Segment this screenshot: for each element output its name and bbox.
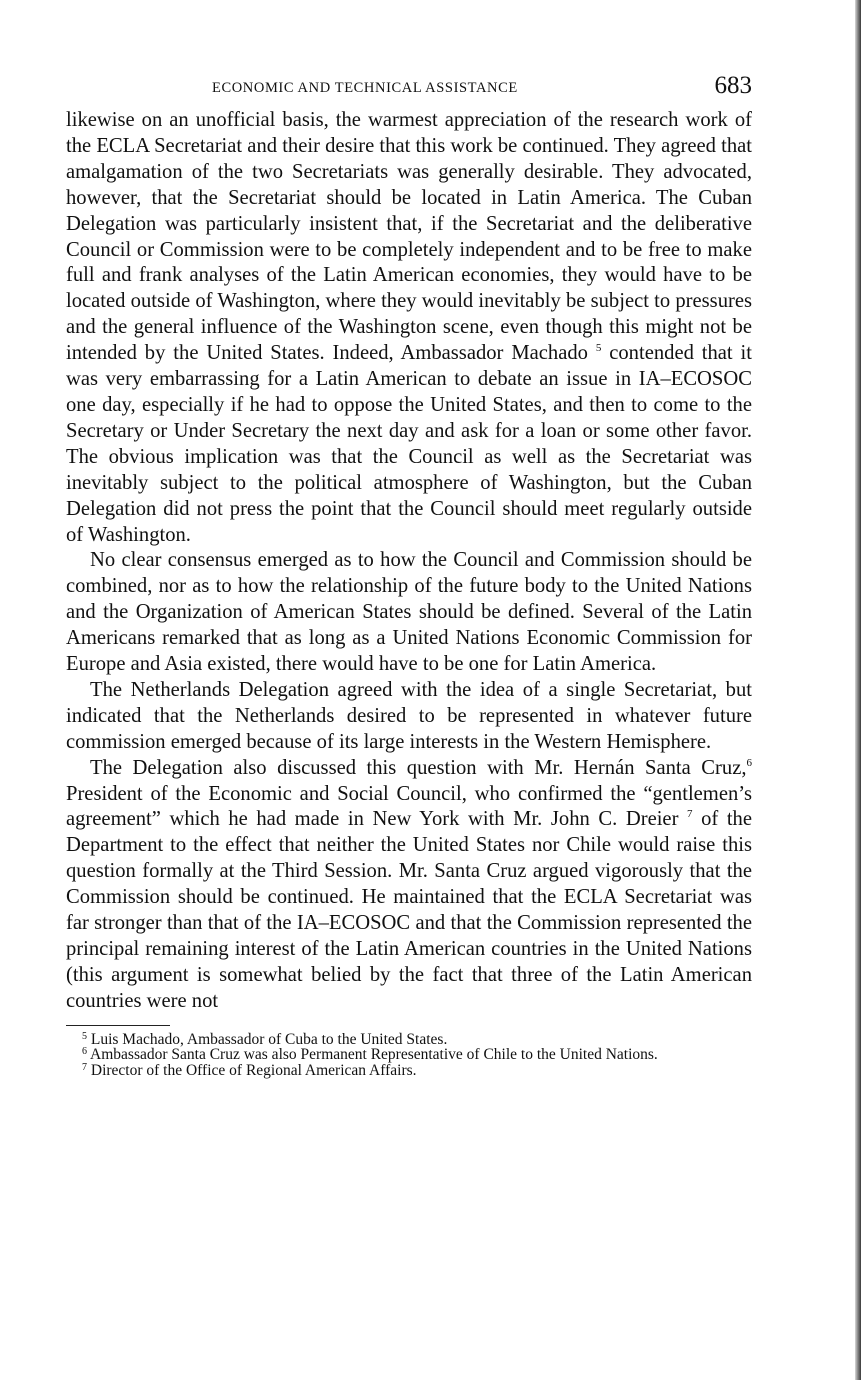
footnote-divider xyxy=(66,1025,170,1026)
paragraph-3: The Netherlands Delegation agreed with the idea of a single Secretariat, but indicated that the Netherlands desired to be represented in whatever future commission emerged because of its large interests in the Western Hemisphere. xyxy=(66,678,752,753)
paragraph-1 xyxy=(66,108,752,548)
footnote-5-text: Luis Machado, Ambassador of Cuba to the United States. xyxy=(90,1030,448,1048)
running-title: ECONOMIC AND TECHNICAL ASSISTANCE xyxy=(212,80,518,96)
paragraph-4-part-a: The Delegation also discussed this question with Mr. Hernán Santa Cruz, xyxy=(90,756,747,779)
footnote-ref-6: 6 xyxy=(746,756,752,769)
footnote-7-mark: 7 xyxy=(82,1061,87,1073)
footnote-7-text: Director of the Office of Regional American Affairs. xyxy=(90,1061,417,1079)
book-page xyxy=(66,72,752,1078)
paragraph-1-part-a: likewise on an unofficial basis, the warmest appreciation of the research work of the ECLA Secretariat and their desire that this work be continued. They agreed that amalgamation of the two Secretariats was generally desirable. They advocated, however, that the Secretariat should be located in Latin America. The Cuban Delegation was particularly insistent that, if the Secretariat and the deliberative Council or Commission were to be completely independent and to be free to make full and frank analyses of the Latin American economies, they would have to be located outside of Washington, where they would inevitably be subject to pressures and the general influence of the Washington scene, even though this might not be intended by the United States. Indeed, Ambassador Machado xyxy=(66,109,752,365)
footnote-5-mark: 5 xyxy=(82,1030,87,1042)
footnote-ref-5: 5 xyxy=(595,342,602,355)
page-number: 683 xyxy=(714,72,752,99)
footnote-6-mark: 6 xyxy=(82,1046,87,1058)
footnote-5 xyxy=(66,1032,752,1048)
body-text xyxy=(66,108,752,1015)
footnotes xyxy=(66,1032,752,1079)
running-head xyxy=(66,72,752,108)
paragraph-2: No clear consensus emerged as to how the Council and Commission should be combined, nor as to how the relationship of the future body to the United Nations and the Organization of American States should be defined. Several of the Latin Americans remarked that as long as a United Nations Economic Commission for Europe and Asia existed, there would have to be one for Latin America. xyxy=(66,549,752,676)
paragraph-4-part-c: of the Department to the effect that neither the United States nor Chile would raise this question formally at the Third Session. Mr. Santa Cruz argued vigorously that the Commission should be continued. He maintained that the ECLA Secretariat was far stronger than that of the IA–ECOSOC and that the Commission represented the principal remaining interest of the Latin American countries in the United Nations (this argument is somewhat belied by the fact that three of the Latin American countries were not xyxy=(66,808,752,1012)
paragraph-4-part-b: President of the Economic and Social Council, who confirmed the “gentlemen’s agreement” which he had made in New York with Mr. John C. Dreier xyxy=(66,782,752,831)
footnote-6 xyxy=(66,1047,752,1063)
paragraph-1-part-b: contended that it was very embarrassing for a Latin American to debate an issue in IA–ECOSOC one day, especially if he had to oppose the United States, and then to come to the Secretary or Under Secretary the next day and ask for a loan or some other favor. The obvious implication was that the Council as well as the Secretariat was inevitably subject to the political atmosphere of Washington, but the Cuban Delegation did not press the point that the Council should meet regularly outside of Washington. xyxy=(66,342,752,546)
footnote-7 xyxy=(66,1063,752,1079)
footnote-6-text: Ambassador Santa Cruz was also Permanent Representative of Chile to the United Nations. xyxy=(90,1046,658,1064)
page-edge-shadow xyxy=(855,0,861,1380)
paragraph-4 xyxy=(66,756,752,1015)
footnote-ref-7: 7 xyxy=(687,808,693,821)
